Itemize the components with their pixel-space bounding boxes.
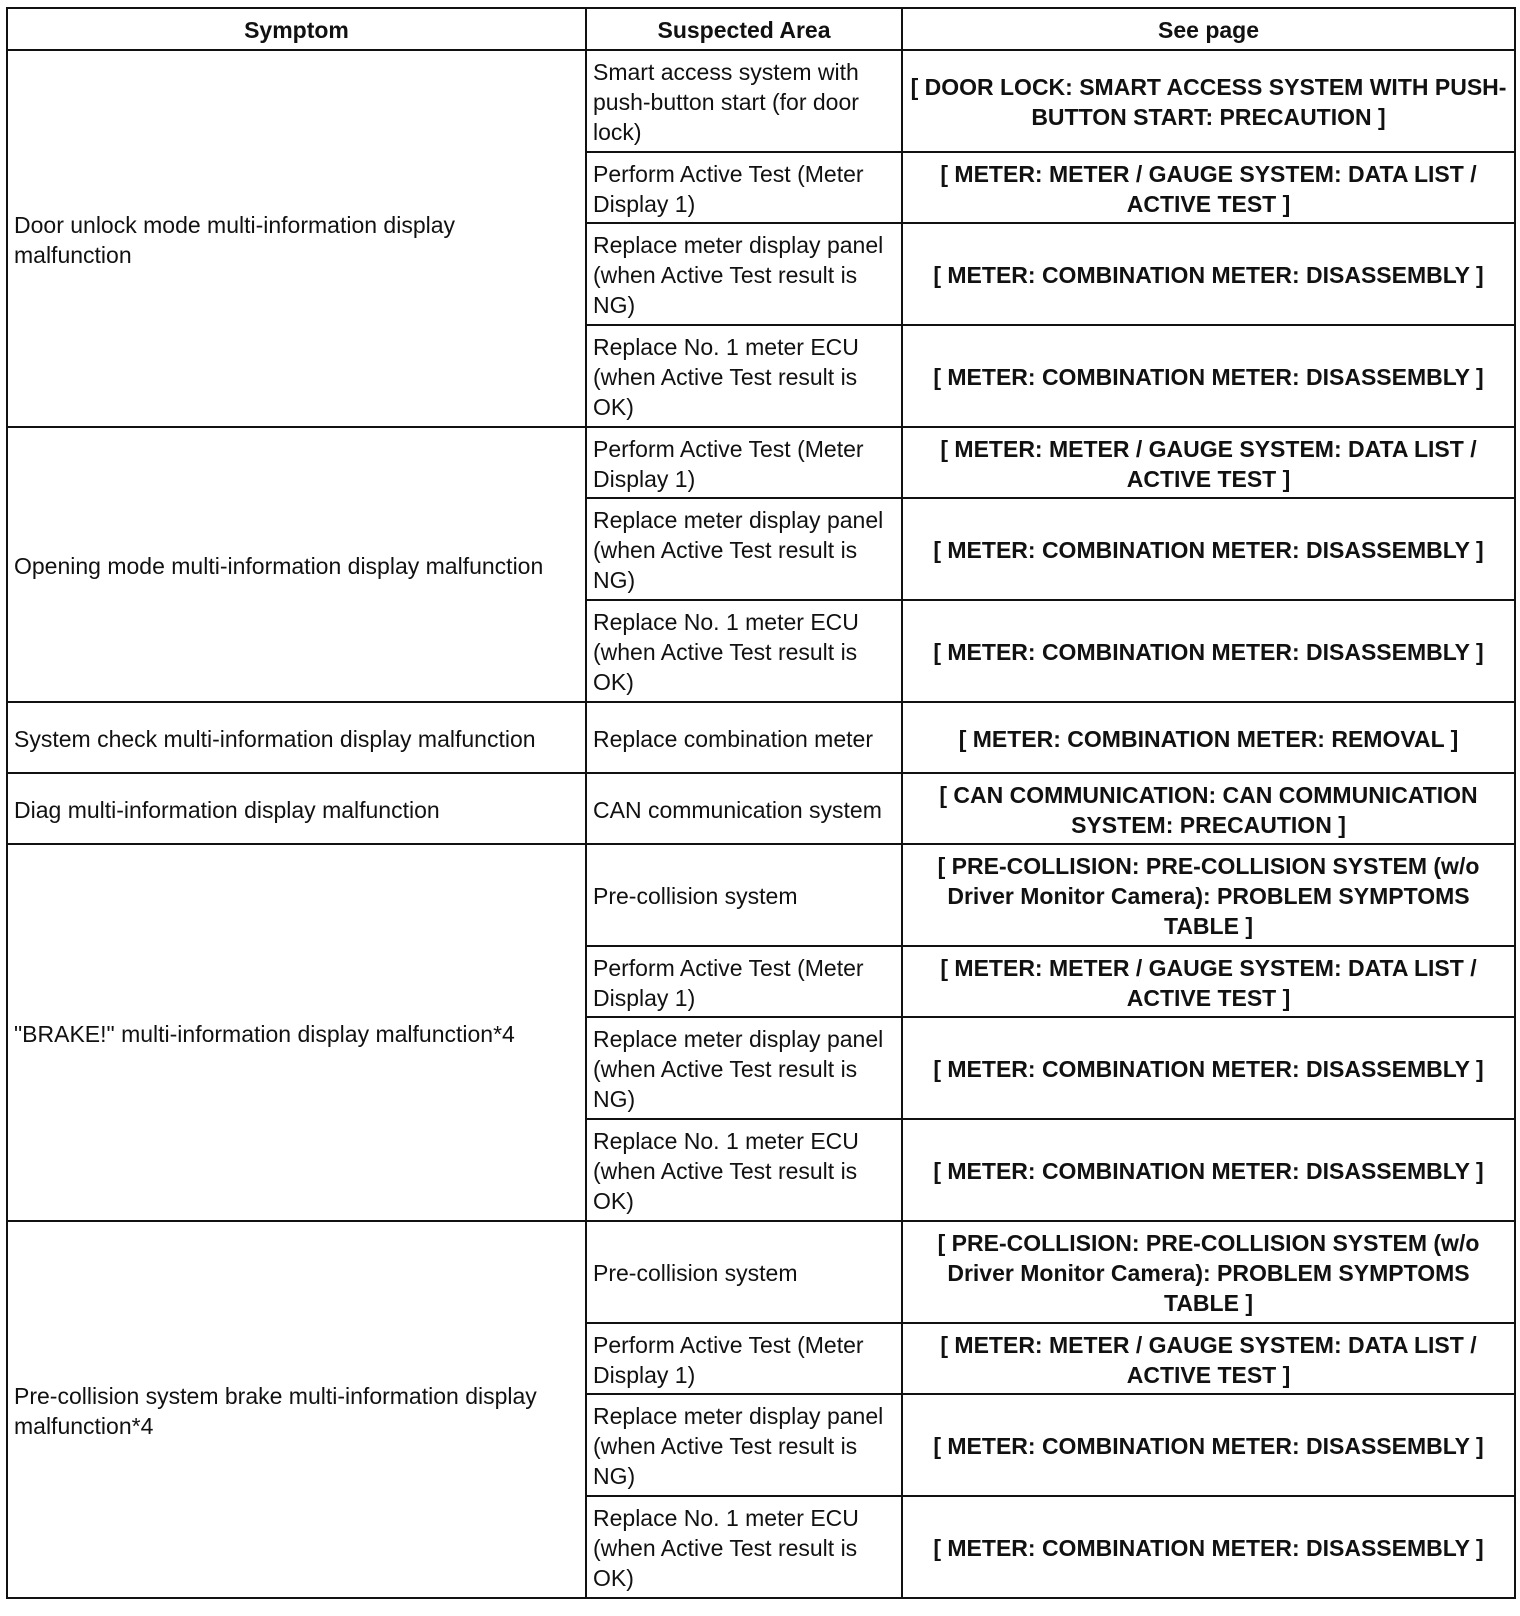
suspected-area-cell: Replace meter display panel (when Active Test result is NG) — [586, 1394, 902, 1496]
table-row — [7, 1221, 1515, 1323]
symptom-cell: Diag multi-information display malfunction — [7, 773, 586, 844]
suspected-area-cell: Replace No. 1 meter ECU (when Active Test result is OK) — [586, 1496, 902, 1598]
header-symptom: Symptom — [7, 8, 586, 50]
suspected-area-cell: Replace No. 1 meter ECU (when Active Test result is OK) — [586, 1119, 902, 1221]
suspected-area-cell: Perform Active Test (Meter Display 1) — [586, 152, 902, 223]
see-page-link[interactable]: [ DOOR LOCK: SMART ACCESS SYSTEM WITH PUSH-BUTTON START: PRECAUTION ] — [902, 50, 1515, 152]
see-page-link[interactable]: [ METER: COMBINATION METER: DISASSEMBLY ] — [902, 1394, 1515, 1496]
table-row — [7, 773, 1515, 844]
table-row — [7, 702, 1515, 773]
suspected-area-cell: Perform Active Test (Meter Display 1) — [586, 427, 902, 498]
see-page-link[interactable]: [ PRE-COLLISION: PRE-COLLISION SYSTEM (w/o Driver Monitor Camera): PROBLEM SYMPTOMS TABLE ] — [902, 844, 1515, 946]
see-page-link[interactable]: [ METER: METER / GAUGE SYSTEM: DATA LIST / ACTIVE TEST ] — [902, 1323, 1515, 1394]
suspected-area-cell: Replace meter display panel (when Active Test result is NG) — [586, 1017, 902, 1119]
suspected-area-cell: Replace meter display panel (when Active Test result is NG) — [586, 223, 902, 325]
suspected-area-cell: Perform Active Test (Meter Display 1) — [586, 1323, 902, 1394]
symptom-cell: Pre-collision system brake multi-information display malfunction*4 — [7, 1221, 586, 1598]
problem-symptoms-table — [6, 7, 1516, 1599]
suspected-area-cell: CAN communication system — [586, 773, 902, 844]
header-suspected-area: Suspected Area — [586, 8, 902, 50]
table-row — [7, 844, 1515, 946]
table-row — [7, 427, 1515, 498]
see-page-link[interactable]: [ METER: COMBINATION METER: REMOVAL ] — [902, 702, 1515, 773]
suspected-area-cell: Smart access system with push-button start (for door lock) — [586, 50, 902, 152]
symptom-cell: System check multi-information display malfunction — [7, 702, 586, 773]
see-page-link[interactable]: [ METER: METER / GAUGE SYSTEM: DATA LIST / ACTIVE TEST ] — [902, 152, 1515, 223]
suspected-area-cell: Replace No. 1 meter ECU (when Active Test result is OK) — [586, 325, 902, 427]
suspected-area-cell: Replace No. 1 meter ECU (when Active Test result is OK) — [586, 600, 902, 702]
see-page-link[interactable]: [ METER: METER / GAUGE SYSTEM: DATA LIST / ACTIVE TEST ] — [902, 427, 1515, 498]
see-page-link[interactable]: [ METER: METER / GAUGE SYSTEM: DATA LIST / ACTIVE TEST ] — [902, 946, 1515, 1017]
symptom-cell: Door unlock mode multi-information display malfunction — [7, 50, 586, 427]
table-header-row — [7, 8, 1515, 50]
suspected-area-cell: Pre-collision system — [586, 844, 902, 946]
see-page-link[interactable]: [ METER: COMBINATION METER: DISASSEMBLY ] — [902, 1119, 1515, 1221]
see-page-link[interactable]: [ METER: COMBINATION METER: DISASSEMBLY ] — [902, 498, 1515, 600]
see-page-link[interactable]: [ CAN COMMUNICATION: CAN COMMUNICATION SYSTEM: PRECAUTION ] — [902, 773, 1515, 844]
see-page-link[interactable]: [ PRE-COLLISION: PRE-COLLISION SYSTEM (w/o Driver Monitor Camera): PROBLEM SYMPTOMS TABLE ] — [902, 1221, 1515, 1323]
suspected-area-cell: Replace meter display panel (when Active Test result is NG) — [586, 498, 902, 600]
suspected-area-cell: Perform Active Test (Meter Display 1) — [586, 946, 902, 1017]
see-page-link[interactable]: [ METER: COMBINATION METER: DISASSEMBLY ] — [902, 1496, 1515, 1598]
see-page-link[interactable]: [ METER: COMBINATION METER: DISASSEMBLY ] — [902, 1017, 1515, 1119]
symptom-cell: Opening mode multi-information display malfunction — [7, 427, 586, 702]
symptom-cell: "BRAKE!" multi-information display malfunction*4 — [7, 844, 586, 1221]
header-see-page: See page — [902, 8, 1515, 50]
suspected-area-cell: Pre-collision system — [586, 1221, 902, 1323]
suspected-area-cell: Replace combination meter — [586, 702, 902, 773]
table-row — [7, 50, 1515, 152]
see-page-link[interactable]: [ METER: COMBINATION METER: DISASSEMBLY ] — [902, 223, 1515, 325]
see-page-link[interactable]: [ METER: COMBINATION METER: DISASSEMBLY ] — [902, 325, 1515, 427]
see-page-link[interactable]: [ METER: COMBINATION METER: DISASSEMBLY ] — [902, 600, 1515, 702]
